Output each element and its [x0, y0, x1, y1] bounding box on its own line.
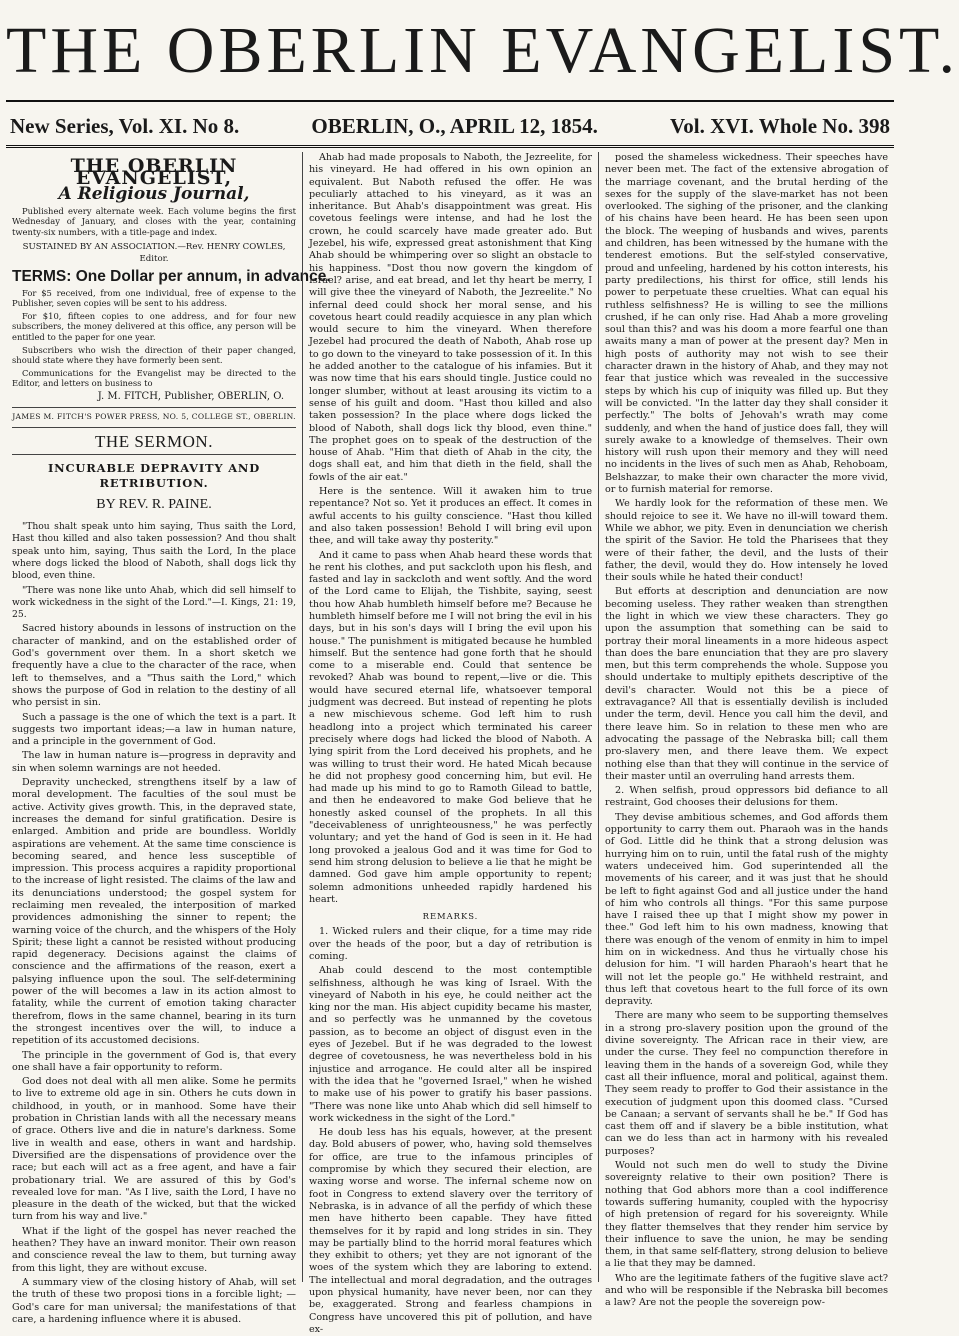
paragraph: He doub less has his equals, however, at the present day. Bold abusers of power, who, having sold themselves for office, are true to the infamous principles of compromise by which they secured their election, are waxing worse and worse. The infernal scheme now on foot in Congress to extend slavery over the territory of Nebraska, is in advance of all the perfidy of which these men have hitherto been capable. They have fitted themselves for it by rapid and long strides in sin. They may be partially blind to the horrid moral features which they exhibit to others; yet they are not ignorant of the woes of the system which they are laboring to extend. The intellectual and moral degradation, and the outrages upon physical humanity, have never been, nor can they be, exaggerated. Strong and fearless champions in Congress have uncovered this pit of pollution, and have ex-	[309, 1127, 592, 1335]
paragraph: And it came to pass when Ahab heard these words that he rent his clothes, and put sackcloth upon his flesh, and fasted and lay in sackcloth and went softly. And the word of the Lord came to Elijah, the Tishbite, saying, seest thou how Ahab humbleth himself before me? Because he humbleth himself before me I will not bring the evil in his days, but in his son's days will I bring the evil upon his house." The punishment is mitigated because he humbled himself. But the sentence had gone forth that he should come to a miserable end. Could that sentence be revoked? Ahab was bound to repent,—live or die. This would have secured eternal life, whatsoever temporal judgment was decreed. But instead of repenting he plots a new mischievous scheme. God left him to rush headlong into a project which terminated his career precisely where dogs had licked the blood of Naboth. A lying spirit from the Lord deceived his prophets, and he was willing to trust their word. He hated Micah because he did not prophesy good concerning him, but evil. He had made up his mind to go to Ramoth Gilead to battle, and then he endeavored to make God believe that he honestly asked counsel of the prophets. In all this "deceivableness of unrighteousness," he was perfectly voluntary; and yet the hand of God is seen in it. He had long provoked a jealous God and it was time for God to send him strong delusion to believe a lie that he might be damned. God gave him ample opportunity to repent; solemn admonitions unheeded rapidly hardened his heart.	[309, 549, 592, 905]
double-rule	[6, 145, 894, 148]
columns	[6, 152, 894, 1335]
paragraph: They devise ambitious schemes, and God affords them opportunity to carry them out. Pharaoh was in the hands of God. Little did he think that a strong delusion was hurrying him on to ruin, until the fatal rush of the mighty waters undeceived him. God superintended all the movements of his career, and it was just that he should be left to fight against God and all justice under the hand of him who controls all things. "For this same purpose have I raised thee up that I might show my power in thee." God left him to his own madness, knowing that there was enough of the venom of enmity in him to impel him on in wickedness. And thus he virtually chose his delusion for him. "I will harden Pharaoh's heart that he will not let the people go." He withheld restraint, and thus left that covetous heart to the full force of its own depravity.	[605, 811, 888, 1008]
paragraph: 2. When selfish, proud oppressors bid defiance to all restraint, God chooses their delusions for them.	[605, 785, 888, 809]
remarks-heading: REMARKS.	[422, 911, 479, 922]
notice-1: For $5 received, from one individual, free of expense to the Publisher, seven copies will be sent to his address.	[12, 287, 296, 309]
paragraph: Such a passage is the one of which the text is a part. It suggests two important ideas;—a law in human nature, and a principle in the government of God.	[12, 711, 296, 748]
paragraph: Here is the sentence. Will it awaken him to true repentance? Not so. Yet it produces an effect. It comes in awful accents to his guilty conscience. "Hast thou killed and also taken possession! Behold I will bring evil upon thee, and will take away thy posterity."	[309, 486, 592, 547]
quote-paragraph: "Thou shalt speak unto him saying, Thus saith the Lord, Hast thou killed and also taken possession? And thou shalt speak unto him, saying, Thus saith the Lord, In the place where dogs licked the blood of Naboth, shall dogs lick thy blood, even thine.	[12, 521, 296, 582]
paragraph: There are many who seem to be supporting themselves in a strong pro-slavery position upon the ground of the divine sovereignty. The African race in their view, are under the curse. They feel no compunction therefore in leaving them in the hands of a sovereign God, while they cast all their influence, moral and political, against them. They seem ready to proffer to God their assistance in the execution of judgment upon this doomed class. "Cursed be Canaan; a servant of servants shall he be." If God has cast them off and if slavery be a bible institution, what can we do less than act in harmony with his revealed purposes?	[605, 1010, 888, 1157]
column-3	[598, 152, 894, 1309]
paragraph: Sacred history abounds in lessons of instruction on the character of mankind, and on the established order of God's government over them. In a short sketch we frequently have a clue to the character of the race, when left to themselves, and a "Thus saith the Lord," which shows the purpose of God in relation to the destiny of all who persist in sin.	[12, 623, 296, 709]
scripture-quote	[12, 521, 296, 621]
paper-name: THE OBERLIN EVANGELIST,	[70, 155, 238, 190]
publication-info: Published every alternate week. Each volume begins the first Wednesday of January, and closes with the year, containing twenty-six numbers, with a title-page and index.	[12, 205, 296, 238]
paragraph: A summary view of the closing history of Ahab, will set the truth of these two proposi tions in a forcible light; —God's care for man universal; the manifestations of that care, a hardening influence where it is abused.	[12, 1276, 296, 1325]
notice-3: Subscribers who wish the direction of their paper changed, should state where they have formerly been sent.	[12, 344, 296, 366]
paper-subtitle: A Religious Journal,	[58, 183, 250, 204]
place-date: OBERLIN, O., APRIL 12, 1854.	[311, 114, 598, 138]
whole-number: Vol. XVI. Whole No. 398	[670, 114, 890, 138]
publisher-line: J. M. FITCH, Publisher, OBERLIN, O.	[97, 390, 284, 402]
paragraph: The law in human nature is—progress in depravity and sin when solemn warnings are not heeded.	[12, 750, 296, 774]
paragraph: The principle in the government of God is, that every one shall have a fair opportunity to reform.	[12, 1049, 296, 1073]
column-2	[302, 152, 598, 1335]
paragraph: Depravity unchecked, strengthens itself by a law of moral development. The faculties of the soul must be active. Activity gives growth. This, in the depraved state, increases the demand for sinful gratification. Desire is enlarged. Ambition and pride are boundless. Worldly aspirations are vehement. At the same time conscience is becoming seared, and hence less susceptible of impression. This process acquires a rapidity proportional to the increase of light resisted. The claims of the law and its denunciations understood; the gospel system for reclaiming men revealed, the interposition of marked providences admonishing the sinner to repent; the warning voice of the church, and the whispers of the Holy Spirit; these light a cannot be resisted without producing rapid degeneracy. Decisions against the claims of conscience and the affirmations of the reason, exert a palsying influence upon the soul. The self-determining power of the will becomes a law in its action almost to fatality, while the current of emotion taking character therefrom, flows in the same channel, bearing in its turn the strongest incentives over the will, to induce a repetition of its accustomed decisions.	[12, 777, 296, 1047]
paragraph: We hardly look for the reformation of these men. We should rejoice to see it. We have no ill-will toward them. While we abhor, we pity. Even in denunciation we cherish the spirit of the Savior. He told the Pharisees that they were of their father, the devil, and the lusts of their father, the devil, would they do. How intensely he loved their souls while he hated their conduct!	[605, 498, 888, 584]
paragraph: posed the shameless wickedness. Their speeches have never been met. The fact of the extensive abrogation of the marriage covenant, and the brutal herding of the sexes for the supply of the slave-market has not been overlooked. The sighing of the prisoner, and the clanking of his chains have been heard. He has been seen upon the block. The weeping of husbands and wives, parents and children, has been witnessed by the humane with the tenderest emotions. But the self-styled conservative, proud and unfeeling, hardened by his cotton interests, his party predilections, his thirst for office, still lends his power to perpetuate these cruelties. What can equal his ruthless selfishness? He is willing to see the millions crushed, if he can only rise. Had Ahab a more groveling soul than this? and was his doom a more fearful one than awaits many a man of power at the present day? Men in high posts of authority may not wish to see their character drawn in the history of Ahab, and they may not fear that justice which was revealed in the successive steps by which his cup of iniquity was filled up. But they will be convicted. "In the latter day they shall consider it perfectly." The bolts of Jehovah's wrath may come suddenly, and when the hand of justice does fall, they will surely awake to a knowledge of themselves. Their own history will rush upon their memory and they will need no incidents in the lives of such men as Ahab, Rehoboam, Belshazzar, to make their own character the more vivid, or to furnish material for remorse.	[605, 152, 888, 496]
terms-line: TERMS: One Dollar per annum, in advance.	[12, 268, 331, 286]
article-title: INCURABLE DEPRAVITY AND RETRIBUTION.	[12, 454, 296, 491]
paragraph: Who are the legitimate fathers of the fugitive slave act? and who will be responsible if the Nebraska bill becomes a law? Are not the people the sovereign pow-	[605, 1272, 888, 1309]
section-heading: THE SERMON.	[95, 431, 213, 451]
byline: BY REV. R. PAINE.	[96, 496, 212, 512]
column-1	[6, 152, 331, 1325]
sustained-line: SUSTAINED BY AN ASSOCIATION.—Rev. HENRY COWLES, Editor.	[22, 241, 286, 264]
masthead-title: THE OBERLIN EVANGELIST.	[6, 14, 959, 87]
paragraph: Would not such men do well to study the Divine sovereignty relative to their own position? There is nothing that God abhors more than a cool indifference towards suffering humanity, coupled with the hypocrisy of high pretension of regard for his sovereignty. While they flatter themselves that they render him service by their influence to save the union, he may be sending them, in that same self-flattery, strong delusion to believe a lie that they may be damned.	[605, 1160, 888, 1270]
notice-2: For $10, fifteen copies to one address, and for four new subscribers, the money delivered at this office, any person will be entitled to the paper for one year.	[12, 310, 296, 342]
press-line: JAMES M. FITCH'S POWER PRESS, NO. 5, COLLEGE ST., OBERLIN.	[12, 407, 296, 427]
paragraph: But efforts at description and denunciation are now becoming useless. They rather weaken than strengthen the light in which we view these characters. They go upon the assumption that something can be said to portray their moral lineaments in a more hideous aspect than does the bare enunciation that they are pro slavery men, but this term comprehends the whole. Suppose you should undertake to multiply epithets descriptive of the devil's character. Would not this be a piece of extravagance? All that is essentially devilish is included under the term, devil. Hence you call him the devil, and there leave him. So in relation to these men who are advocating the passage of the Nebraska bill; call them pro-slavery men, and there leave them. We expect nothing else than that they will continue in the service of their master until an overruling hand arrests them.	[605, 586, 888, 782]
paragraph: What if the light of the gospel has never reached the heathen? They have an inward monitor. Their own reason and conscience reveal the law to them, but turning away from this light, they are without excuse.	[12, 1225, 296, 1274]
paragraph: God does not deal with all men alike. Some he permits to live to extreme old age in sin. Others he cuts down in childhood, in youth, or in manhood. Some have their probation in Christian lands with all the necessary means of grace. Others live and die in nature's darkness. Some live in wealth and ease, others in want and hardship. Diversified are the dispensations of providence over the race; but each will act as a free agent, and have a fair probationary trial. We are assured of this by God's revealed love for man. "As I live, saith the Lord, I have no pleasure in the death of the wicked, but that the wicked turn from his way and live."	[12, 1076, 296, 1223]
paragraph: Ahab had made proposals to Naboth, the Jezreelite, for his vineyard. He had offered in his own opinion an equivalent. But Naboth refused the offer. He was peculiarly attached to his vineyard, as it was an inheritance. But Ahab's disappointment was great. His covetous feelings were intense, and had he lost the crown, he could scarcely have made greater ado. But Jezebel, his wife, expressed great astonishment that King Ahab should be whimpering over so slight an obstacle to his happiness. "Dost thou now govern the kingdom of Israel? arise, and eat bread, and let thy heart be merry, I will give thee the vineyard of Naboth, the Jezreelite." No infernal deed could shock her moral sense, and his covetous heart could readily acquiesce in any plan which would secure to him the vineyard. When therefore Jezebel had procured the death of Naboth, Ahab rose up to go down to the vineyard to take possession of it. In this he added another to the catalogue of his infamies. But it was now time that his ears should tingle. Justice could no longer slumber, without at least arousing its victim to a sense of his guilt and doom. "Hast thou killed and also taken possession? In the place where dogs licked the blood of Naboth, shall dogs lick thy blood, even thine." The prophet goes on to speak of the destruction of the house of Ahab. "Him that dieth of Ahab in the city, the dogs shall eat, and him that dieth in the field, shall the fowls of the air eat."	[309, 152, 592, 483]
series-number: New Series, Vol. XI. No 8.	[10, 114, 240, 138]
paragraph: Ahab could descend to the most contemptible selfishness, although he was king of Israel. With the vineyard of Naboth in his eye, he could neither act the king nor the man. His abject cupidity became his master, and so perfectly was he unmanned by the covetous passion, as to become an object of disgust even in the eyes of Jezebel. But if he was degraded to the lowest degree of covetousness, he was nevertheless bold in his injustice and arrogance. He could alter all be inspired with the idea that he "governed Israel," when he wished to make use of his power to gratify his baser passions. "There was none like unto Ahab which did sell himself to work wickedness in the sight of the Lord."	[309, 965, 592, 1124]
notice-4: Communications for the Evangelist may be directed to the Editor, and letters on business to	[12, 367, 296, 389]
paragraph: 1. Wicked rulers and their clique, for a time may ride over the heads of the poor, but a day of retribution is coming.	[309, 926, 592, 962]
dateline	[6, 100, 894, 145]
quote-paragraph: "There was none like unto Ahab, which did sell himself to work wickedness in the sight of the Lord."—I. Kings, 21: 19, 25.	[12, 584, 296, 621]
